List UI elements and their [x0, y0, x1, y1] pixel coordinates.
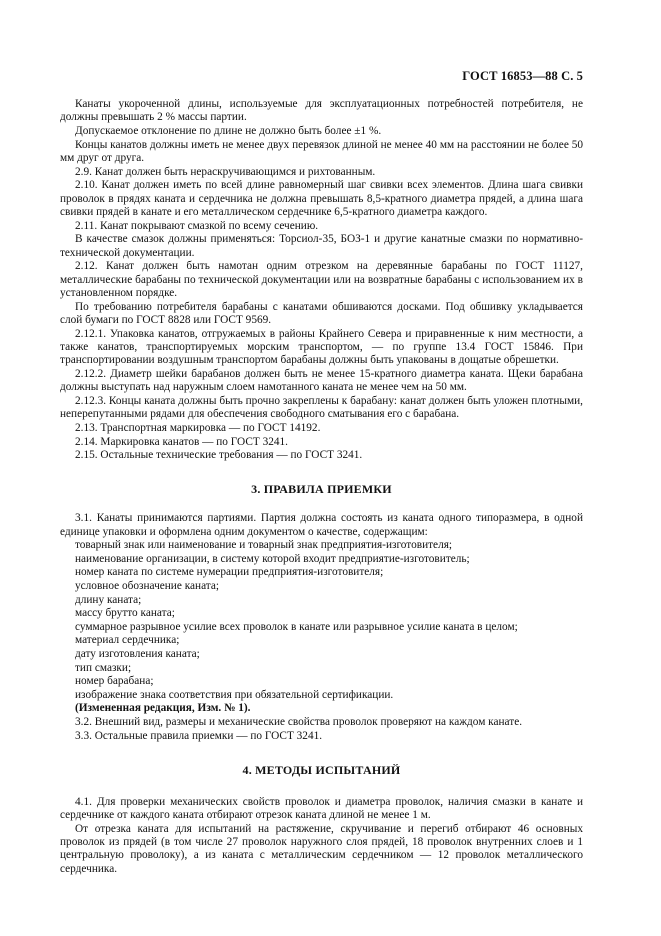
list-item: изображение знака соответствия при обязательной сертификации. [75, 688, 394, 701]
list-item: условное обозначение каната; [75, 579, 220, 592]
paragraph: В качестве смазок должны применяться: Торсиол-35, БОЗ-1 и другие канатные смазки по нормативно-технической документации. [60, 233, 583, 259]
list-item: тип смазки; [75, 661, 132, 674]
edit-note: (Измененная редакция, Изм. № 1). [75, 702, 251, 715]
paragraph: Допускаемое отклонение по длине не должно быть более ±1 %. [75, 125, 382, 137]
clause-2-12-3: 2.12.3. Концы каната должны быть прочно закреплены к барабану: канат должен быть уложен плотными, неперепутанными рядами для обеспечения свободного сматывания его с барабана. [60, 395, 583, 421]
list-item: длину каната; [75, 593, 142, 606]
paragraph: Канаты укороченной длины, используемые для эксплуатационных потребностей потребителя, не должны превышать 2 % массы партии. [60, 98, 583, 124]
list-item: наименование организации, в систему которой входит предприятие-изготовитель; [75, 552, 470, 565]
clause-2-14: 2.14. Маркировка канатов — по ГОСТ 3241. [75, 435, 289, 448]
list-item: суммарное разрывное усилие всех проволок в канате или разрывное усилие каната в целом; [75, 620, 518, 633]
paragraph: Концы канатов должны иметь не менее двух перевязок длиной не менее 40 мм на расстоянии не более 50 мм друг от друга. [60, 138, 583, 164]
clause-2-13: 2.13. Транспортная маркировка — по ГОСТ 14192. [75, 422, 321, 434]
list-item: дату изготовления каната; [75, 647, 200, 660]
clause-3-3: 3.3. Остальные правила приемки — по ГОСТ 3241. [75, 729, 323, 742]
clause-3-2: 3.2. Внешний вид, размеры и механические свойства проволок проверяют на каждом канате. [75, 715, 523, 728]
list-item: материал сердечника; [75, 634, 180, 647]
list-item: товарный знак или наименование и товарный знак предприятия-изготовителя; [75, 539, 453, 552]
list-item: массу брутто каната; [75, 607, 175, 620]
clause-2-9: 2.9. Канат должен быть нераскручивающимся и рихтованным. [75, 165, 376, 178]
list-item: номер каната по системе нумерации предприятия-изготовителя; [75, 566, 384, 579]
clause-2-11: 2.11. Канат покрывают смазкой по всему сечению. [75, 219, 319, 232]
paragraph: По требованию потребителя барабаны с канатами обшиваются досками. Под обшивку укладывается слой бумаги по ГОСТ 8828 или ГОСТ 9569. [60, 300, 583, 326]
section-3-heading: 3. ПРАВИЛА ПРИЕМКИ [251, 481, 392, 496]
page-content [60, 98, 583, 876]
list-item: номер барабана; [75, 675, 154, 688]
clause-4-1: 4.1. Для проверки механических свойств проволок и диаметра проволок, наличия смазки в канате и сердечнике от каждого каната отбирают отрезок каната длиной не менее 1 м. [60, 795, 583, 821]
section-4-heading: 4. МЕТОДЫ ИСПЫТАНИЙ [242, 763, 401, 778]
page-header: ГОСТ 16853—88 С. 5 [462, 69, 583, 83]
paragraph: От отрезка каната для испытаний на растяжение, скручивание и перегиб отбирают 46 основных проволок из прядей (в том числе 27 проволок наружного слоя прядей, 18 проволок внутренних слоев и 1 центральную проволоку), а из каната с металлическим сердечником — 12 проволок металлического сердечника. [60, 822, 583, 875]
clause-2-15: 2.15. Остальные технические требования — по ГОСТ 3241. [75, 449, 363, 462]
clause-3-1: 3.1. Канаты принимаются партиями. Партия должна состоять из каната одного типоразмера, в одной единице упаковки и оформлена одним документом о качестве, содержащим: [60, 512, 583, 538]
clause-2-12-2: 2.12.2. Диаметр шейки барабанов должен быть не менее 15-кратного диаметра каната. Щеки барабана должны выступать над наружным слоем намотанного каната не менее чем на 50 мм. [60, 368, 583, 394]
clause-2-12-1: 2.12.1. Упаковка канатов, отгружаемых в районы Крайнего Севера и приравненные к ним местности, а также канатов, транспортируемых морским транспортом, — по группе 13.4 ГОСТ 15846. При транспортировании воздушным транспортом барабаны должны быть упакованы в дощатые обрешетки. [60, 327, 583, 367]
clause-2-10: 2.10. Канат должен иметь по всей длине равномерный шаг свивки всех элементов. Длина шага свивки проволок в прядях каната и сердечника не должна превышать 8,5-кратного диаметра прядей, а длина шага свивки прядей в канате и его металлическом сердечнике 6,5-кратного диаметра каждого. [60, 179, 583, 218]
clause-2-12: 2.12. Канат должен быть намотан одним отрезком на деревянные барабаны по ГОСТ 11127, металлические барабаны по технической документации или на возвратные барабаны с использованием их в установленном порядке. [60, 260, 583, 299]
